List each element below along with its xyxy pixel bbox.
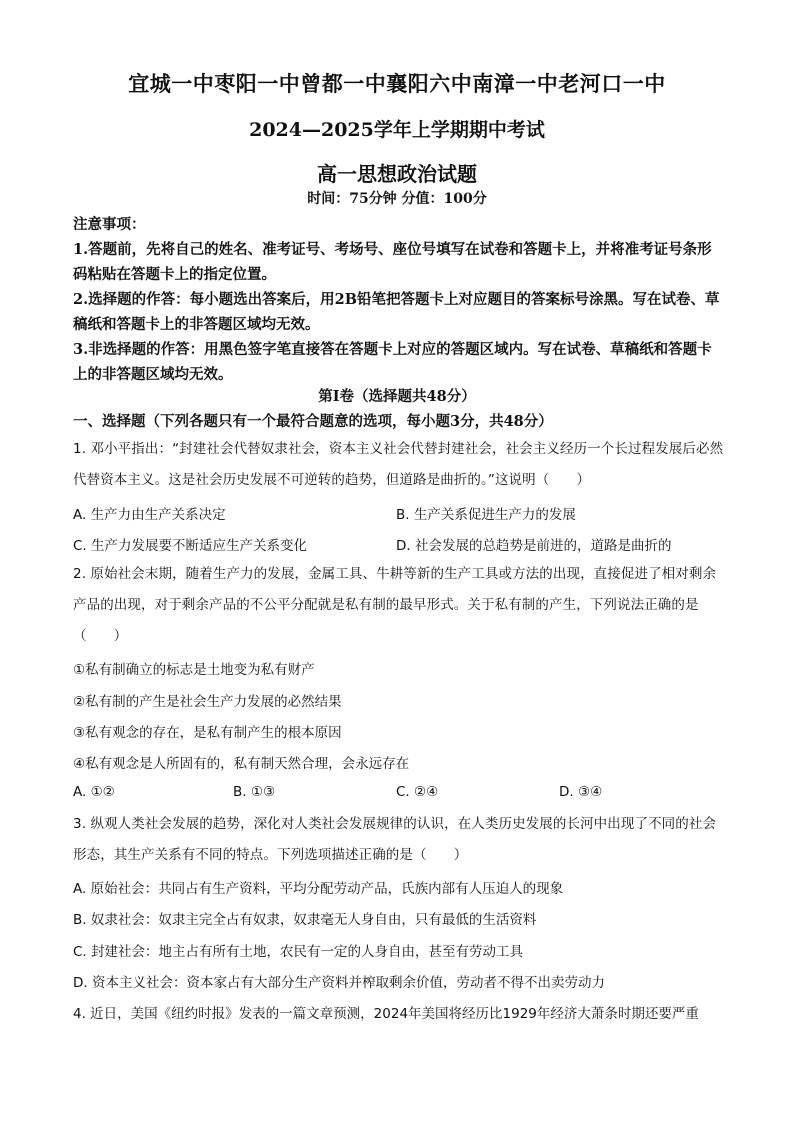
question-3-option-b: B. 奴隶社会：奴隶主完全占有奴隶，奴隶毫无人身自由，只有最低的生活资料 [73, 912, 537, 928]
time-score: 时间：75分钟 分值：100分 [307, 191, 487, 207]
question-3-option-c: C. 封建社会：地主占有所有土地，农民有一定的人身自由，甚至有劳动工具 [73, 944, 524, 960]
question-2-statement-3: ③私有观念的存在，是私有制产生的根本原因 [73, 725, 342, 741]
notice-heading: 注意事项： [73, 216, 146, 233]
question-1-option-c: C. 生产力发展要不断适应生产关系变化 [73, 538, 308, 554]
question-1-stem: 1. 邓小平指出：“封建社会代替奴隶社会，资本主义社会代替封建社会，社会主义经历一个长过程发展后必然代替资本主义。这是社会历史发展不可逆转的趋势，但道路是曲折的。”这说明（ ） [73, 441, 724, 488]
question-3-option-a: A. 原始社会：共同占有生产资料，平均分配劳动产品，氏族内部有人压迫人的现象 [73, 881, 564, 897]
volume-title: 第Ⅰ卷（选择题共48分） [318, 388, 476, 405]
question-1-option-d: D. 社会发展的总趋势是前进的，道路是曲折的 [396, 538, 672, 554]
question-1-option-a: A. 生产力由生产关系决定 [73, 507, 226, 523]
subject-title: 高一思想政治试题 [317, 162, 477, 186]
exam-title: 2024—2025学年上学期期中考试 [249, 119, 545, 141]
question-2-option-c: C. ②④ [396, 784, 439, 800]
question-2-statement-2: ②私有制的产生是社会生产力发展的必然结果 [73, 694, 342, 710]
question-4-stem: 4. 近日，美国《纽约时报》发表的一篇文章预测，2024年美国将经历比1929年经济大萧条时期还要严重 [73, 1006, 699, 1022]
question-2-statement-4: ④私有观念是人所固有的，私有制天然合理，会永远存在 [73, 756, 410, 772]
question-2-option-b: B. ①③ [233, 784, 276, 800]
question-2-statement-1: ①私有制确立的标志是土地变为私有财产 [73, 662, 315, 678]
question-2-option-a: A. ①② [73, 784, 115, 800]
question-3-stem: 3. 纵观人类社会发展的趋势，深化对人类社会发展规律的认识，在人类历史发展的长河中出现了不同的社会形态，其生产关系有不同的特点。下列选项描述正确的是（ ） [73, 816, 717, 863]
part-title: 一、选择题（下列各题只有一个最符合题意的选项，每小题3分，共48分） [73, 413, 553, 430]
question-2-stem: 2. 原始社会末期，随着生产力的发展，金属工具、牛耕等新的生产工具或方法的出现，直接促进了相对剩余产品的出现，对于剩余产品的不公平分配就是私有制的最早形式。关于私有制的产生，下列说法正确的是（ ） [73, 566, 717, 644]
notice-item-2: 2.选择题的作答：每小题选出答案后，用2B铅笔把答题卡上对应题目的答案标号涂黑。写在试卷、草稿纸和答题卡上的非答题区域均无效。 [73, 291, 720, 333]
schools-title: 宜城一中枣阳一中曾都一中襄阳六中南漳一中老河口一中 [128, 71, 666, 96]
question-1-option-b: B. 生产关系促进生产力的发展 [396, 507, 576, 523]
question-3-option-d: D. 资本主义社会：资本家占有大部分生产资料并榨取剩余价值，劳动者不得不出卖劳动力 [73, 975, 605, 991]
notice-item-3: 3.非选择题的作答：用黑色签字笔直接答在答题卡上对应的答题区域内。写在试卷、草稿纸和答题卡上的非答题区域均无效。 [73, 341, 712, 383]
question-2-option-d: D. ③④ [559, 784, 603, 800]
notice-item-1: 1.答题前，先将自己的姓名、准考证号、考场号、座位号填写在试卷和答题卡上，并将准考证号条形码粘贴在答题卡上的指定位置。 [73, 241, 712, 283]
